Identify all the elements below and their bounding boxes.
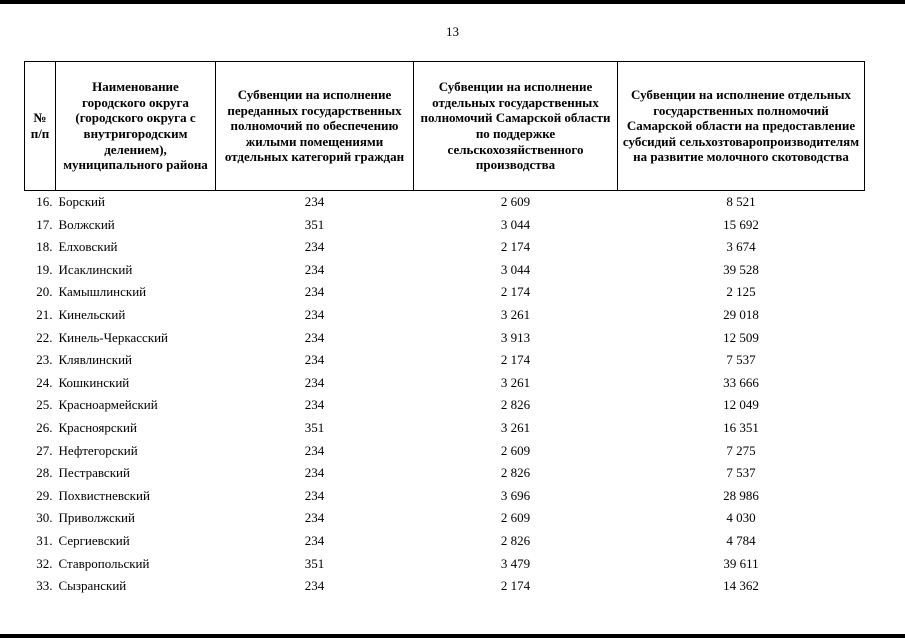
housing-subvention-value: 234	[304, 397, 325, 413]
table-row	[25, 259, 865, 282]
row-number: 28.	[36, 465, 53, 481]
municipality-name: Кинель-Черкасский	[58, 329, 168, 345]
agriculture-subvention-value: 2 609	[500, 510, 531, 526]
municipality-name: Кинельский	[58, 306, 126, 322]
bottom-border-rule	[0, 634, 905, 638]
municipality-name: Елховский	[58, 239, 118, 255]
housing-subvention-value: 234	[304, 239, 325, 255]
dairy-subvention-value: 16 351	[723, 419, 759, 435]
row-number: 21.	[36, 306, 53, 322]
municipality-name: Волжский	[58, 216, 115, 232]
dairy-subvention-value: 4 784	[726, 532, 756, 548]
municipality-name: Сызранский	[58, 578, 127, 594]
dairy-subvention-value: 7 537	[726, 465, 756, 481]
dairy-subvention-value: 4 030	[726, 510, 756, 526]
row-number: 33.	[36, 578, 53, 594]
dairy-subvention-value: 7 275	[726, 442, 756, 458]
agriculture-subvention-value: 2 174	[500, 239, 531, 255]
row-number: 20.	[36, 284, 53, 300]
municipality-name: Клявлинский	[58, 352, 133, 368]
housing-subvention-value: 351	[304, 419, 325, 435]
agriculture-subvention-value: 3 261	[500, 419, 531, 435]
agriculture-subvention-value: 3 044	[500, 216, 531, 232]
row-number: 27.	[36, 442, 53, 458]
table-row	[25, 372, 865, 395]
housing-subvention-value: 234	[304, 284, 325, 300]
row-number: 18.	[36, 239, 53, 255]
agriculture-subvention-value: 3 044	[500, 261, 531, 277]
table-row	[25, 575, 865, 598]
municipality-name: Кошкинский	[58, 374, 130, 390]
municipality-name: Борский	[58, 194, 105, 209]
header-municipality: Наименование городского округа (городского округа с внутригородским делением), муниципального района	[56, 62, 216, 191]
municipality-name: Сергиевский	[58, 532, 130, 548]
housing-subvention-value: 234	[304, 352, 325, 368]
page-number: 13	[446, 24, 459, 39]
table-row	[25, 327, 865, 350]
agriculture-subvention-value: 2 174	[500, 352, 531, 368]
agriculture-subvention-value: 2 609	[500, 442, 531, 458]
agriculture-subvention-value: 3 261	[500, 374, 531, 390]
dairy-subvention-value: 3 674	[726, 239, 756, 255]
top-border-rule	[0, 0, 905, 4]
row-number: 24.	[36, 374, 53, 390]
table-row	[25, 485, 865, 508]
agriculture-subvention-value: 2 174	[500, 284, 531, 300]
table-row	[25, 394, 865, 417]
table-row	[25, 553, 865, 576]
agriculture-subvention-value: 2 174	[500, 578, 531, 594]
agriculture-subvention-value: 3 696	[500, 487, 531, 503]
dairy-subvention-value: 28 986	[723, 487, 759, 503]
dairy-subvention-value: 12 509	[723, 329, 759, 345]
housing-subvention-value: 351	[304, 216, 325, 232]
municipality-name: Похвистневский	[58, 487, 150, 503]
agriculture-subvention-value: 2 609	[500, 194, 531, 209]
housing-subvention-value: 234	[304, 487, 325, 503]
housing-subvention-value: 234	[304, 374, 325, 390]
housing-subvention-value: 351	[304, 555, 325, 571]
table-row	[25, 440, 865, 463]
row-number: 30.	[36, 510, 53, 526]
agriculture-subvention-value: 2 826	[500, 532, 531, 548]
table-row	[25, 281, 865, 304]
municipality-name: Ставропольский	[58, 555, 150, 571]
dairy-subvention-value: 12 049	[723, 397, 759, 413]
row-number: 26.	[36, 419, 53, 435]
municipality-name: Нефтегорский	[58, 442, 138, 458]
row-number: 23.	[36, 352, 53, 368]
housing-subvention-value: 234	[304, 578, 325, 594]
table-row	[25, 304, 865, 327]
table-row	[25, 349, 865, 372]
dairy-subvention-value: 15 692	[723, 216, 759, 232]
row-number: 29.	[36, 487, 53, 503]
dairy-subvention-value: 2 125	[726, 284, 756, 300]
row-number: 31.	[36, 532, 53, 548]
housing-subvention-value: 234	[304, 510, 325, 526]
dairy-subvention-value: 39 528	[723, 261, 759, 277]
dairy-subvention-value: 7 537	[726, 352, 756, 368]
housing-subvention-value: 234	[304, 532, 325, 548]
housing-subvention-value: 234	[304, 442, 325, 458]
header-number: № п/п	[25, 62, 56, 191]
housing-subvention-value: 234	[304, 329, 325, 345]
table-row	[25, 530, 865, 553]
municipality-name: Красноярский	[58, 419, 137, 435]
agriculture-subvention-value: 2 826	[500, 465, 531, 481]
row-number: 17.	[36, 216, 53, 232]
row-number: 32.	[36, 555, 53, 571]
dairy-subvention-value: 29 018	[723, 306, 759, 322]
table-row	[25, 191, 865, 214]
table-row	[25, 507, 865, 530]
municipality-name: Исаклинский	[58, 261, 133, 277]
table-row	[25, 236, 865, 259]
header-housing-subvention: Субвенции на исполнение переданных государственных полномочий по обеспечению жилыми помещениями отдельных категорий граждан	[216, 62, 414, 191]
agriculture-subvention-value: 2 826	[500, 397, 531, 413]
table-header-row	[25, 62, 865, 191]
row-number: 19.	[36, 261, 53, 277]
dairy-subvention-value: 39 611	[723, 555, 759, 571]
table-body	[25, 191, 865, 598]
agriculture-subvention-value: 3 913	[500, 329, 531, 345]
header-agriculture-subvention: Субвенции на исполнение отдельных государственных полномочий Самарской области по поддержке сельскохозяйственного производства	[414, 62, 618, 191]
agriculture-subvention-value: 3 261	[500, 306, 531, 322]
table-row	[25, 462, 865, 485]
row-number: 25.	[36, 397, 53, 413]
housing-subvention-value: 234	[304, 465, 325, 481]
municipality-name: Красноармейский	[58, 397, 158, 413]
dairy-subvention-value: 33 666	[723, 374, 759, 390]
table-row	[25, 214, 865, 237]
row-number: 16.	[36, 194, 53, 209]
row-number: 22.	[36, 329, 53, 345]
agriculture-subvention-value: 3 479	[500, 555, 531, 571]
dairy-subvention-value: 14 362	[723, 578, 759, 594]
table-row	[25, 417, 865, 440]
municipality-name: Пестравский	[58, 465, 130, 481]
dairy-subvention-value: 8 521	[726, 194, 756, 209]
subventions-table	[24, 61, 865, 598]
housing-subvention-value: 234	[304, 194, 325, 209]
municipality-name: Камышлинский	[58, 284, 147, 300]
header-dairy-subvention: Субвенции на исполнение отдельных государственных полномочий Самарской области на предоставление субсидий сельхозтоваропроизводителям на развитие молочного скотоводства	[618, 62, 865, 191]
housing-subvention-value: 234	[304, 261, 325, 277]
municipality-name: Приволжский	[58, 510, 135, 526]
housing-subvention-value: 234	[304, 306, 325, 322]
